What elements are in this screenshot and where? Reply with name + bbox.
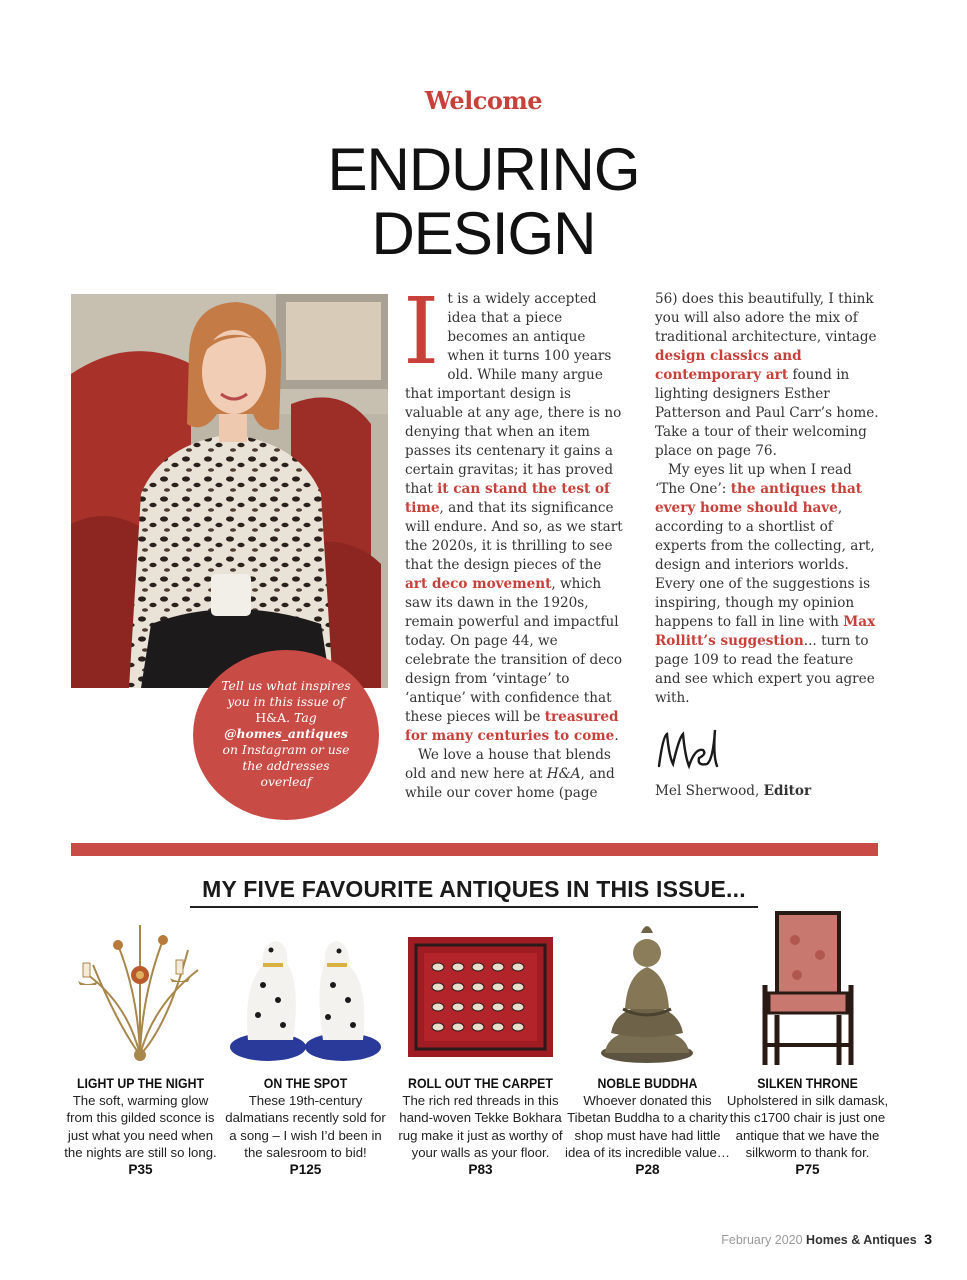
- title-line-1: ENDURING: [327, 136, 640, 203]
- page-number: 3: [924, 1231, 932, 1247]
- item-page-ref[interactable]: P28: [635, 1162, 660, 1178]
- article-paragraph-1: It is a widely accepted idea that a piece becomes an antique when it turns 100 years old. While many argue that important design is valuable at any age, there is no denying that when an item passes its centenary it gains a certain gravitas; it has proved that it can stand the test of time, and that its significance will endure. And so, as we start the 2020s, it is thrilling to see that the design pieces of the art deco movement, which saw its dawn in the 1920s, remain powerful and impactful today. On page 44, we celebrate the transition of deco design from ‘vintage’ to ‘antique’ with confidence that these pieces will be treasured for many centuries to come.: [403, 278, 623, 744]
- favourite-item[interactable]: [398, 905, 563, 1179]
- editor-portrait-illustration: [71, 294, 388, 688]
- article-paragraph-2-cont: 56) does this beautifully, I think you will also adore the mix of traditional architecture, vintage design classics and contemporary art found in lighting designers Esther Patterson and Paul Carr’s home. Take a tour of their welcoming place on page 76.: [655, 291, 879, 459]
- buddha-image: [565, 905, 730, 1070]
- item-page-ref[interactable]: P83: [468, 1162, 493, 1178]
- instagram-handle[interactable]: @homes_antiques: [224, 726, 348, 741]
- item-description: The rich red threads in this hand-woven Tekke Bokhara rug make it just as worthy of your walls as your floor.: [398, 1093, 563, 1160]
- page-title: [0, 138, 967, 266]
- item-name: NOBLE BUDDHA: [597, 1075, 698, 1091]
- article-column-1: [403, 278, 623, 803]
- editor-photo: [71, 294, 388, 688]
- favourite-item[interactable]: [725, 905, 890, 1179]
- issue-date: February 2020: [721, 1233, 803, 1247]
- article-column-2: [655, 290, 883, 708]
- section-divider-bar: [71, 843, 878, 856]
- sconce-image: [58, 905, 223, 1070]
- item-page-ref[interactable]: P75: [795, 1162, 820, 1178]
- article-paragraph-3: My eyes lit up when I read ‘The One’: the antiques that every home should have, according to a shortlist of experts from the collecting, art, design and interiors worlds. Every one of the suggestions is inspiring, though my opinion happens to fall in line with Max Rollitt’s suggestion... turn to page 109 to read the feature and see which expert you agree with.: [655, 462, 876, 706]
- item-name: ROLL OUT THE CARPET: [408, 1075, 553, 1091]
- magazine-name: Homes & Antiques: [806, 1233, 917, 1247]
- favourite-item[interactable]: [565, 905, 730, 1179]
- editor-signature: [655, 726, 775, 776]
- editor-credit: Mel Sherwood, Editor: [655, 783, 812, 799]
- dalmatians-image: [223, 905, 388, 1070]
- drop-cap: I: [403, 278, 440, 385]
- favourites-heading: MY FIVE FAVOURITE ANTIQUES IN THIS ISSUE...: [190, 876, 758, 908]
- item-description: These 19th-century dalmatians recently sold for a song – I wish I’d been in the salesroom to bid!: [225, 1093, 386, 1160]
- item-description: The soft, warming glow from this gilded sconce is just what you need when the nights are still so long.: [64, 1093, 217, 1160]
- favourite-item[interactable]: [58, 905, 223, 1179]
- item-description: Whoever donated this Tibetan Buddha to a charity shop must have had little idea of its incredible value…: [565, 1093, 730, 1160]
- social-callout-badge: Tell us what inspires you in this issue of H&A. Tag @homes_antiques on Instagram or use the addresses overleaf: [193, 650, 379, 820]
- rug-image: [398, 905, 563, 1070]
- title-line-2: DESIGN: [371, 200, 596, 267]
- item-description: Upholstered in silk damask, this c1700 chair is just one antique that we have the silkworm to thank for.: [726, 1093, 889, 1160]
- section-kicker: Welcome: [424, 86, 543, 115]
- item-name: SILKEN THRONE: [757, 1075, 858, 1091]
- page-footer: [721, 1231, 932, 1247]
- item-name: LIGHT UP THE NIGHT: [76, 1075, 205, 1091]
- chair-image: [725, 905, 890, 1070]
- article-paragraph-2: We love a house that blends old and new here at H&A, and while our cover home (page: [405, 747, 615, 801]
- item-name: ON THE SPOT: [263, 1075, 348, 1091]
- item-page-ref[interactable]: P35: [128, 1162, 153, 1178]
- favourite-item[interactable]: [223, 905, 388, 1179]
- item-page-ref[interactable]: P125: [289, 1162, 322, 1178]
